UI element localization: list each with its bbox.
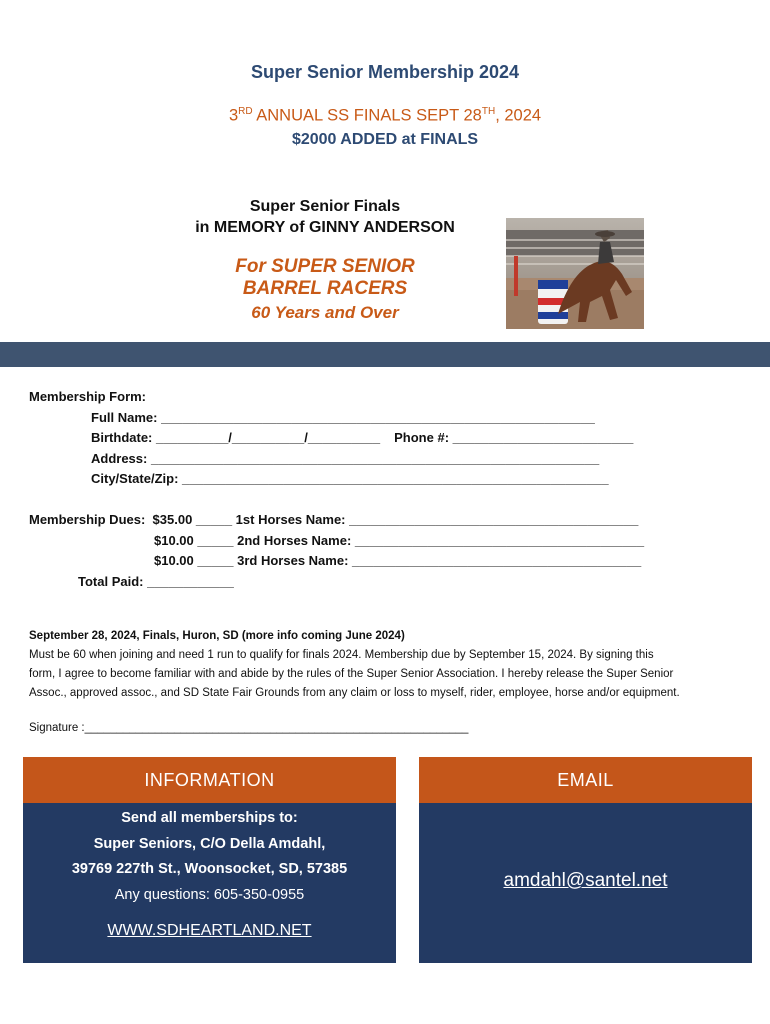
information-box: [23, 757, 396, 963]
total-paid-field[interactable]: Total Paid: ____________: [78, 573, 234, 589]
email-box: [419, 757, 752, 963]
full-name-field[interactable]: Full Name: ____________________________________________________________: [91, 409, 595, 425]
membership-dues: [29, 510, 644, 592]
finals-info-line-1: Must be 60 when joining and need 1 run to qualify for finals 2024. Membership due by September 15, 2024. By signing this: [29, 649, 654, 661]
email-link[interactable]: amdahl@santel.net: [503, 870, 668, 891]
dues-third-horse[interactable]: $10.00 _____ 3rd Horses Name: ________________________________________: [154, 553, 642, 568]
membership-form: [29, 387, 633, 490]
finals-year: , 2024: [495, 106, 542, 125]
finals-info-line-2: form, I agree to become familiar with and abide by the rules of the Super Senior Association. I hereby release the Super Senior: [29, 668, 674, 680]
information-body: [23, 803, 396, 963]
dues-second-horse[interactable]: $10.00 _____ 2nd Horses Name: ________________________________________: [154, 532, 645, 548]
mailing-address: 39769 227th St., Woonsocket, SD, 57385: [71, 861, 348, 877]
information-header: INFORMATION: [23, 757, 396, 803]
added-money-line: $2000 ADDED at FINALS: [291, 131, 479, 148]
finals-mid: ANNUAL SS FINALS SEPT 28: [252, 106, 482, 125]
memorial-line-1: Super Senior Finals: [249, 198, 401, 215]
form-heading: Membership Form:: [29, 389, 147, 404]
memorial-block: [160, 196, 490, 238]
dues-first-horse[interactable]: $35.00 _____ 1st Horses Name: ________________________________________: [152, 512, 639, 527]
finals-info-heading: September 28, 2024, Finals, Huron, SD (more info coming June 2024): [29, 630, 405, 642]
finals-prefix: 3: [228, 106, 239, 125]
finals-ordinal-suffix: RD: [238, 106, 253, 117]
city-state-zip-field[interactable]: City/State/Zip: ___________________________________________________________: [91, 471, 609, 486]
section-divider-band: [0, 342, 770, 367]
finals-info: [29, 627, 749, 703]
promo-block: [190, 256, 460, 324]
dues-label: Membership Dues:: [29, 512, 146, 527]
finals-date-line: [0, 106, 770, 126]
email-body: [419, 803, 752, 963]
page-title: Super Senior Membership 2024: [250, 62, 520, 82]
promo-age: 60 Years and Over: [251, 303, 399, 322]
email-header: EMAIL: [419, 757, 752, 803]
birthdate-phone-row: [29, 428, 633, 449]
barrel-racer-illustration: [506, 218, 644, 329]
memorial-line-2: in MEMORY of GINNY ANDERSON: [195, 219, 455, 236]
address-field[interactable]: Address: ______________________________________________________________: [91, 450, 600, 466]
barrel-racer-photo: [506, 218, 644, 329]
finals-day-suffix: TH: [481, 106, 496, 117]
signature-field[interactable]: Signature :____________________________________________________________: [29, 722, 469, 734]
promo-line-2: BARREL RACERS: [242, 278, 408, 299]
mailing-recipient: Super Seniors, C/O Della Amdahl,: [93, 835, 326, 852]
promo-line-1: For SUPER SENIOR: [235, 256, 415, 277]
dues-row-1: [29, 510, 644, 531]
birthdate-field[interactable]: Birthdate: __________/__________/__________: [91, 430, 381, 445]
phone-field[interactable]: Phone #: _________________________: [394, 430, 634, 445]
finals-info-line-3: Assoc., approved assoc., and SD State Fair Grounds from any claim or loss to myself, rider, employee, horse and/or equipment.: [29, 687, 680, 699]
website-link[interactable]: WWW.SDHEARTLAND.NET: [107, 922, 312, 939]
questions-phone: Any questions: 605-350-0955: [114, 886, 305, 903]
send-memberships-to: Send all memberships to:: [121, 810, 298, 826]
